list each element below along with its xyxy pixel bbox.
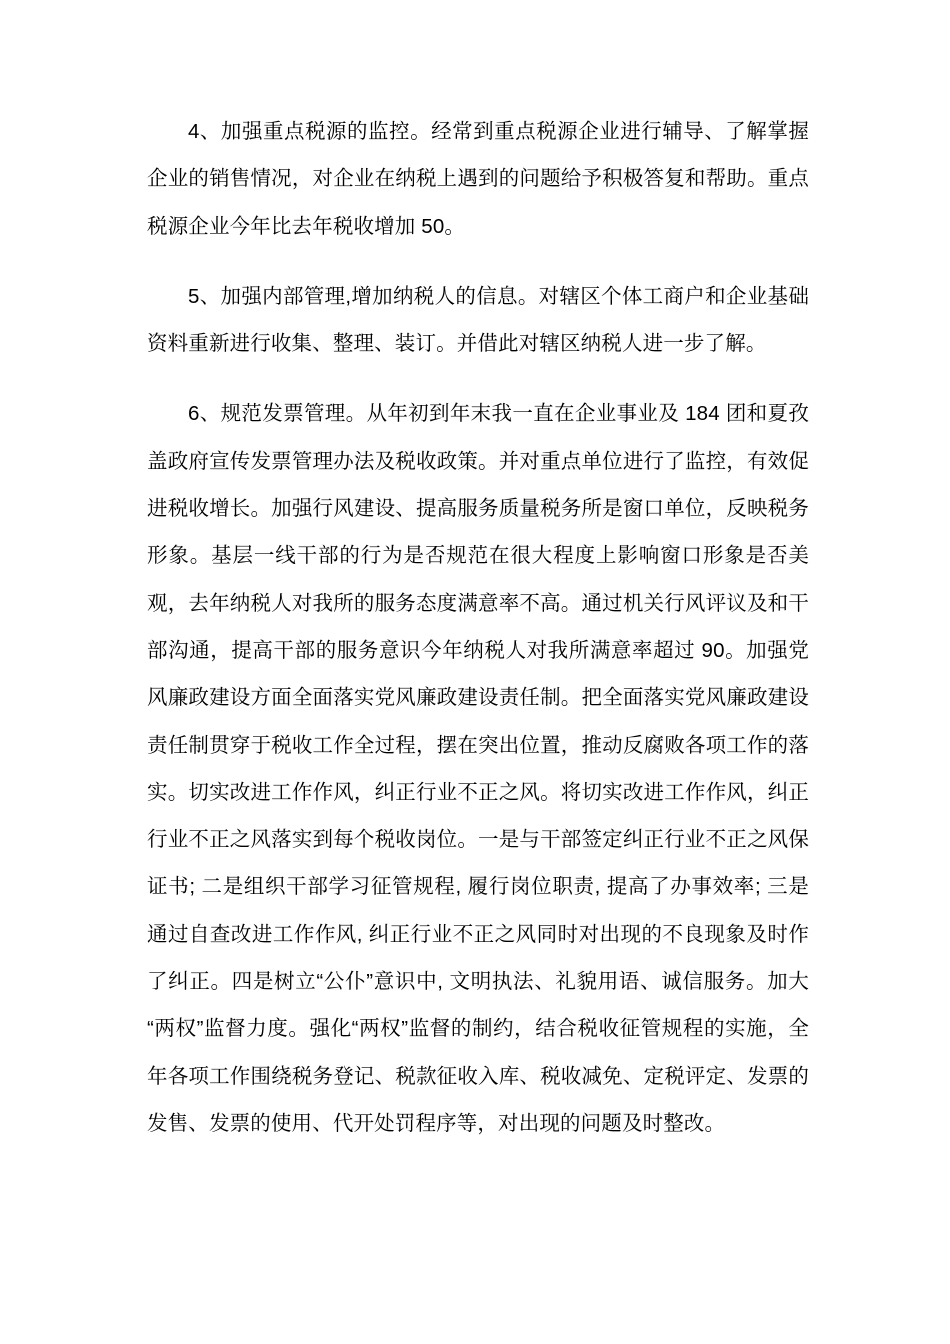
paragraph-item-4: 4、加强重点税源的监控。经常到重点税源企业进行辅导、了解掌握企业的销售情况，对企业在纳税上遇到的问题给予积极答复和帮助。重点税源企业今年比去年税收增加 50。: [147, 120, 809, 238]
paragraph-item-6: 6、规范发票管理。从年初到年末我一直在企业事业及 184 团和夏孜盖政府宣传发票管理办法及税收政策。并对重点单位进行了监控，有效促进税收增长。加强行风建设、提高服务质量税务所是窗口单位，反映税务形象。基层一线干部的行为是否规范在很大程度上影响窗口形象是否美观，去年纳税人对我所的服务态度满意率不高。通过机关行风评议及和干部沟通，提高干部的服务意识今年纳税人对我所满意率超过 90。加强党风廉政建设方面全面落实党风廉政建设责任制。把全面落实党风廉政建设责任制贯穿于税收工作全过程，摆在突出位置，推动反腐败各项工作的落实。切实改进工作作风，纠正行业不正之风。将切实改进工作作风，纠正行业不正之风落实到每个税收岗位。一是与干部签定纠正行业不正之风保证书; 二是组织干部学习征管规程, 履行岗位职责, 提高了办事效率; 三是通过自查改进工作作风, 纠正行业不正之风同时对出现的不良现象及时作了纠正。四是树立“公仆”意识中, 文明执法、礼貌用语、诚信服务。加大“两权”监督力度。强化“两权”监督的制约，结合税收征管规程的实施，全年各项工作围绕税务登记、税款征收入库、税收减免、定税评定、发票的发售、发票的使用、代开处罚程序等，对出现的问题及时整改。: [147, 402, 809, 1135]
document-text-body: [147, 108, 809, 1147]
paragraph-item-5: 5、加强内部管理,增加纳税人的信息。对辖区个体工商户和企业基础资料重新进行收集、整理、装订。并借此对辖区纳税人进一步了解。: [147, 284, 809, 356]
